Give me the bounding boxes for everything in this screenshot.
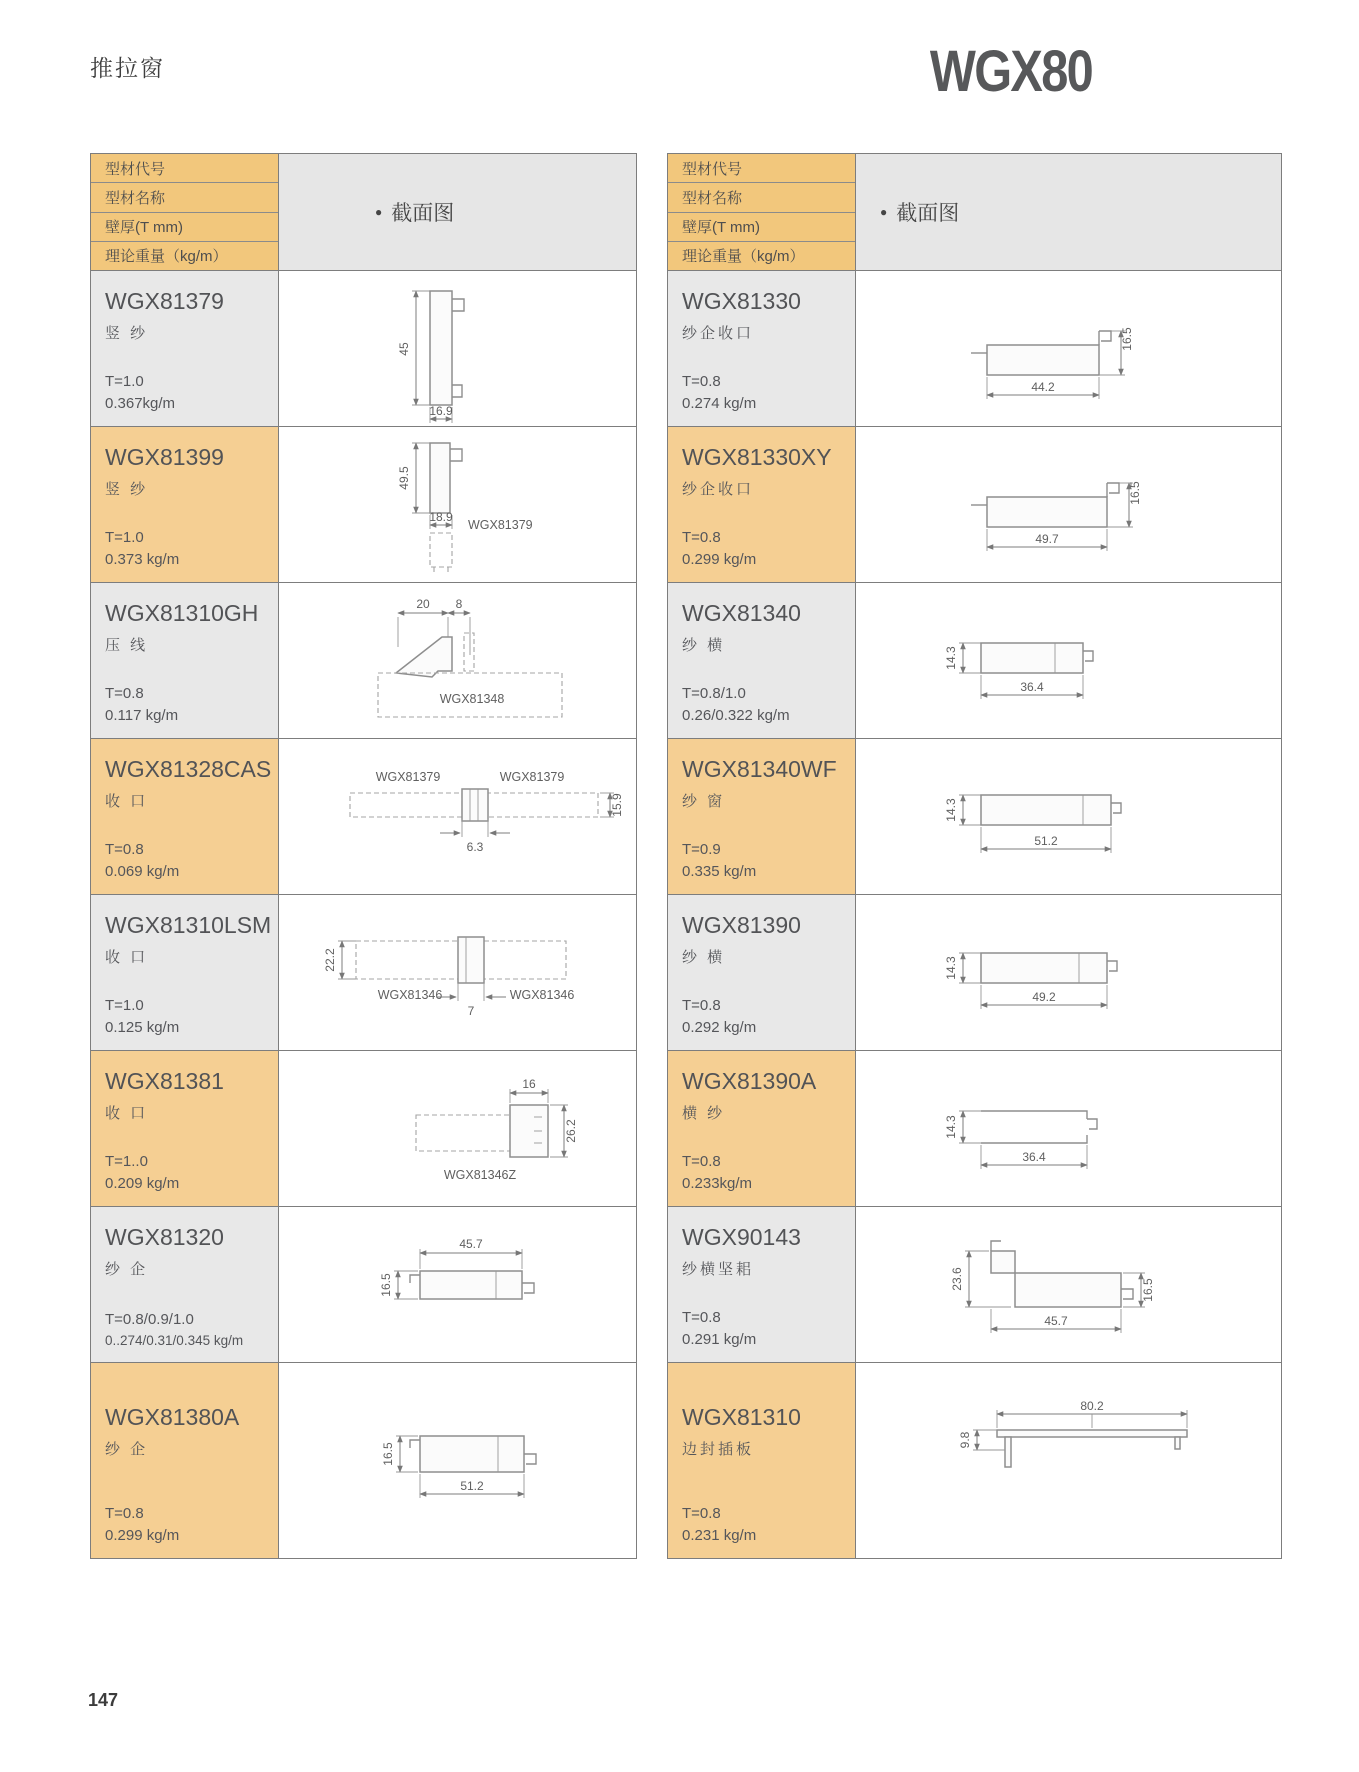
profile-label-cell xyxy=(668,1363,856,1558)
profile-label-cell xyxy=(91,739,279,894)
profile-thickness: T=0.8 xyxy=(682,1505,721,1522)
header-label-column xyxy=(668,154,856,270)
profile-code: WGX81380A xyxy=(105,1404,240,1430)
profile-weight: 0.274 kg/m xyxy=(682,395,757,412)
header-weight: 理论重量（kg/m） xyxy=(91,242,278,270)
profile-label-cell xyxy=(668,583,856,738)
svg-text:22.2: 22.2 xyxy=(322,947,337,972)
profile-name: 纱 企 xyxy=(105,1261,149,1278)
profile-name: 纱横坚耜 xyxy=(682,1261,755,1278)
profile-thickness: T=0.8/1.0 xyxy=(682,685,746,702)
profile-row xyxy=(668,1051,1281,1207)
profile-thickness: T=0.8 xyxy=(682,1153,721,1170)
profile-thickness: T=0.8 xyxy=(682,997,721,1014)
profile-label-cell xyxy=(668,1051,856,1206)
profile-code: WGX90143 xyxy=(682,1224,801,1250)
profile-label-cell xyxy=(91,427,279,582)
profile-name: 收 口 xyxy=(105,1105,149,1122)
svg-text:14.3: 14.3 xyxy=(943,955,958,980)
svg-text:14.3: 14.3 xyxy=(943,645,958,670)
profile-table-left xyxy=(90,153,637,1559)
profile-weight: 0.209 kg/m xyxy=(105,1175,180,1192)
diagram-cell xyxy=(856,1051,1281,1206)
cross-section-drawing xyxy=(857,1366,1281,1556)
svg-text:45.7: 45.7 xyxy=(1043,1313,1068,1328)
diagram-cell xyxy=(856,1207,1281,1362)
header-name: 型材名称 xyxy=(91,183,278,212)
profile-weight: 0.373 kg/m xyxy=(105,551,180,568)
bullet-icon: ● xyxy=(880,205,888,219)
diagram-cell xyxy=(856,1363,1281,1558)
svg-text:9.8: 9.8 xyxy=(957,1431,972,1448)
profile-thickness: T=1.0 xyxy=(105,997,144,1014)
profile-weight: 0.291 kg/m xyxy=(682,1331,757,1348)
profile-code: WGX81379 xyxy=(105,288,224,314)
profile-label-cell xyxy=(91,583,279,738)
svg-text:16.5: 16.5 xyxy=(1127,480,1142,505)
svg-text:36.4: 36.4 xyxy=(1019,679,1044,694)
header-thickness: 壁厚(T mm) xyxy=(91,213,278,242)
profile-label-cell xyxy=(668,895,856,1050)
profile-row xyxy=(91,427,636,583)
svg-text:WGX81348: WGX81348 xyxy=(439,691,504,706)
table-header xyxy=(668,154,1281,271)
svg-text:80.2: 80.2 xyxy=(1079,1398,1104,1413)
profile-code: WGX81310GH xyxy=(105,600,259,626)
profile-weight: 0.367kg/m xyxy=(105,395,176,412)
profile-row xyxy=(91,1051,636,1207)
section-view-header xyxy=(856,154,1281,270)
profile-thickness: T=1.0 xyxy=(105,529,144,546)
svg-text:14.3: 14.3 xyxy=(943,1114,958,1139)
diagram-cell xyxy=(279,583,636,738)
profile-thickness: T=0.8 xyxy=(682,1309,721,1326)
svg-text:49.2: 49.2 xyxy=(1031,989,1056,1004)
profile-name: 横 纱 xyxy=(682,1105,726,1122)
svg-text:WGX81379: WGX81379 xyxy=(467,517,533,532)
profile-row xyxy=(91,739,636,895)
profile-row xyxy=(91,895,636,1051)
svg-text:16.5: 16.5 xyxy=(1140,1277,1155,1302)
diagram-cell xyxy=(856,583,1281,738)
diagram-cell xyxy=(279,1363,636,1558)
profile-row xyxy=(668,427,1281,583)
profile-label-cell xyxy=(91,1051,279,1206)
profile-label-cell xyxy=(91,1207,279,1362)
profile-thickness: T=1..0 xyxy=(105,1153,148,1170)
cross-section-drawing xyxy=(857,429,1281,581)
profile-code: WGX81381 xyxy=(105,1068,224,1094)
profile-code: WGX81340WF xyxy=(682,756,837,782)
bullet-icon: ● xyxy=(375,205,383,219)
profile-row xyxy=(668,271,1281,427)
header-name: 型材名称 xyxy=(668,183,855,212)
profile-name: 纱 横 xyxy=(682,949,726,966)
profile-name: 纱 窗 xyxy=(682,793,726,810)
profile-code: WGX81310 xyxy=(682,1404,801,1430)
profile-code: WGX81320 xyxy=(105,1224,224,1250)
cross-section-drawing xyxy=(280,1209,636,1361)
profile-thickness: T=0.8 xyxy=(105,685,144,702)
profile-thickness: T=0.8 xyxy=(105,841,144,858)
page-number: 147 xyxy=(88,1690,119,1710)
header-code: 型材代号 xyxy=(668,154,855,183)
profile-name: 纱 企 xyxy=(105,1441,149,1458)
profile-name: 边封插板 xyxy=(682,1441,755,1458)
svg-text:14.3: 14.3 xyxy=(943,797,958,822)
profile-weight: 0.26/0.322 kg/m xyxy=(682,707,790,724)
cross-section-drawing xyxy=(280,741,636,893)
svg-text:WGX81379: WGX81379 xyxy=(499,769,564,784)
profile-code: WGX81310LSM xyxy=(105,912,272,938)
svg-text:7: 7 xyxy=(467,1003,474,1018)
profile-code: WGX81328CAS xyxy=(105,756,272,782)
svg-text:WGX81379: WGX81379 xyxy=(375,769,440,784)
svg-text:26.2: 26.2 xyxy=(563,1118,578,1143)
profile-weight: 0.125 kg/m xyxy=(105,1019,180,1036)
profile-weight: 0..274/0.31/0.345 kg/m xyxy=(105,1333,244,1348)
profile-weight: 0.069 kg/m xyxy=(105,863,180,880)
svg-text:49.5: 49.5 xyxy=(396,465,411,490)
diagram-cell xyxy=(279,271,636,426)
profile-weight: 0.299 kg/m xyxy=(105,1527,180,1544)
cross-section-drawing xyxy=(857,897,1281,1049)
profile-thickness: T=0.8 xyxy=(682,529,721,546)
profile-weight: 0.117 kg/m xyxy=(105,707,179,724)
profile-weight: 0.299 kg/m xyxy=(682,551,757,568)
svg-text:WGX81346: WGX81346 xyxy=(377,987,442,1002)
profile-row xyxy=(668,1207,1281,1363)
section-view-header xyxy=(279,154,636,270)
diagram-cell xyxy=(279,1051,636,1206)
profile-label-cell xyxy=(91,1363,279,1558)
profile-row xyxy=(91,1207,636,1363)
profile-thickness: T=0.9 xyxy=(682,841,721,858)
profile-row xyxy=(91,583,636,739)
svg-text:6.3: 6.3 xyxy=(466,839,483,854)
profile-name: 压 线 xyxy=(105,637,149,654)
svg-text:44.2: 44.2 xyxy=(1030,379,1055,394)
profile-code: WGX81390 xyxy=(682,912,801,938)
svg-text:49.7: 49.7 xyxy=(1034,531,1059,546)
svg-text:WGX81346Z: WGX81346Z xyxy=(443,1167,516,1182)
profile-weight: 0.292 kg/m xyxy=(682,1019,757,1036)
profile-code: WGX81330XY xyxy=(682,444,832,470)
profile-weight: 0.233kg/m xyxy=(682,1175,753,1192)
diagram-cell xyxy=(279,1207,636,1362)
profile-label-cell xyxy=(668,271,856,426)
profile-label-cell xyxy=(668,427,856,582)
svg-text:16.5: 16.5 xyxy=(1119,326,1134,351)
header-thickness: 壁厚(T mm) xyxy=(668,213,855,242)
profile-code: WGX81330 xyxy=(682,288,801,314)
header-code: 型材代号 xyxy=(91,154,278,183)
series-logo: WGX80 xyxy=(929,39,1092,104)
diagram-cell xyxy=(856,895,1281,1050)
profile-code: WGX81399 xyxy=(105,444,224,470)
profile-name: 纱企收口 xyxy=(682,481,755,498)
cross-section-drawing xyxy=(857,1209,1281,1361)
profile-name: 纱企收口 xyxy=(682,325,755,342)
profile-weight: 0.231 kg/m xyxy=(682,1527,757,1544)
svg-text:36.4: 36.4 xyxy=(1021,1149,1046,1164)
cross-section-drawing xyxy=(857,585,1281,737)
profile-row xyxy=(91,1363,636,1558)
profile-row xyxy=(668,1363,1281,1558)
header-label-column xyxy=(91,154,279,270)
svg-text:16.5: 16.5 xyxy=(380,1441,395,1466)
svg-text:16: 16 xyxy=(521,1076,536,1091)
profile-label-cell xyxy=(668,739,856,894)
cross-section-drawing xyxy=(280,429,636,581)
profile-label-cell xyxy=(91,271,279,426)
section-view-title: 截面图 xyxy=(896,202,960,225)
profile-code: WGX81340 xyxy=(682,600,801,626)
svg-text:45.7: 45.7 xyxy=(458,1236,483,1251)
diagram-cell xyxy=(279,427,636,582)
cross-section-drawing xyxy=(280,585,636,737)
diagram-cell xyxy=(856,271,1281,426)
cross-section-drawing xyxy=(857,1053,1281,1205)
profile-name: 收 口 xyxy=(105,793,149,810)
svg-text:WGX81346: WGX81346 xyxy=(509,987,574,1002)
section-view-title: 截面图 xyxy=(391,202,455,225)
profile-row xyxy=(668,739,1281,895)
profile-name: 纱 横 xyxy=(682,637,726,654)
profile-thickness: T=0.8 xyxy=(105,1505,144,1522)
svg-text:23.6: 23.6 xyxy=(949,1266,964,1291)
svg-text:20: 20 xyxy=(415,596,430,611)
svg-text:16.5: 16.5 xyxy=(378,1272,393,1297)
profile-thickness: T=0.8 xyxy=(682,373,721,390)
profile-name: 竖 纱 xyxy=(105,325,149,342)
profile-thickness: T=0.8/0.9/1.0 xyxy=(105,1311,194,1328)
svg-text:45: 45 xyxy=(396,341,411,356)
cross-section-drawing xyxy=(280,897,636,1049)
profile-row xyxy=(668,583,1281,739)
profile-name: 竖 纱 xyxy=(105,481,149,498)
profile-table-right xyxy=(667,153,1282,1559)
profile-label-cell xyxy=(91,895,279,1050)
profile-label-cell xyxy=(668,1207,856,1362)
svg-text:18.9: 18.9 xyxy=(428,509,453,524)
cross-section-drawing xyxy=(280,1053,636,1205)
diagram-cell xyxy=(279,739,636,894)
table-header xyxy=(91,154,636,271)
profile-code: WGX81390A xyxy=(682,1068,817,1094)
diagram-cell xyxy=(279,895,636,1050)
diagram-cell xyxy=(856,739,1281,894)
svg-text:51.2: 51.2 xyxy=(459,1478,484,1493)
profile-thickness: T=1.0 xyxy=(105,373,144,390)
svg-text:51.2: 51.2 xyxy=(1033,833,1058,848)
cross-section-drawing xyxy=(280,273,636,425)
svg-text:15.9: 15.9 xyxy=(609,792,624,817)
svg-text:16.9: 16.9 xyxy=(428,403,453,418)
profile-weight: 0.335 kg/m xyxy=(682,863,757,880)
page-title: 推拉窗 xyxy=(90,55,165,81)
svg-text:8: 8 xyxy=(455,596,462,611)
profile-row xyxy=(91,271,636,427)
profile-name: 收 口 xyxy=(105,949,149,966)
cross-section-drawing xyxy=(280,1366,636,1556)
cross-section-drawing xyxy=(857,741,1281,893)
header-weight: 理论重量（kg/m） xyxy=(668,242,855,270)
profile-row xyxy=(668,895,1281,1051)
cross-section-drawing xyxy=(857,273,1281,425)
diagram-cell xyxy=(856,427,1281,582)
